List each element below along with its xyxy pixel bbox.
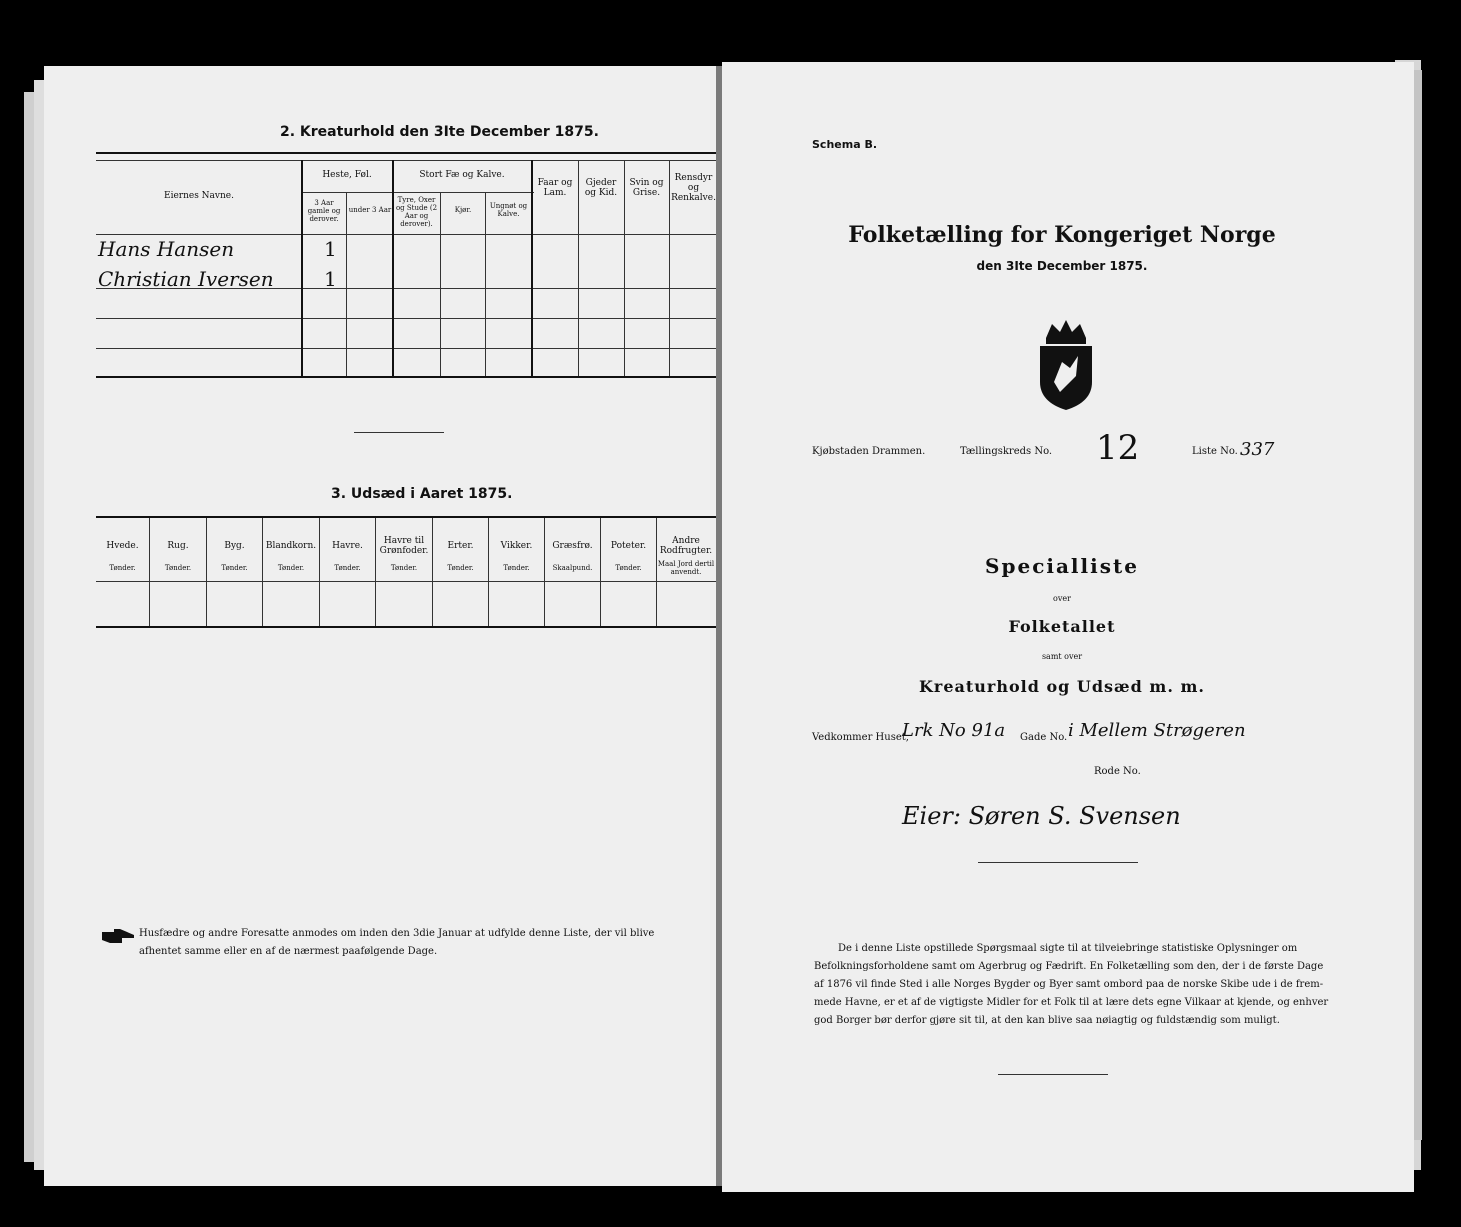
stortfae-sub1: Tyre, Oxer og Stude (2 Aar og derover). <box>395 196 438 228</box>
divider <box>354 432 444 433</box>
faar-header: Faar og Lam. <box>537 178 573 198</box>
stortfae-header: Stort Fæ og Kalve. <box>419 170 505 180</box>
divider <box>978 862 1138 863</box>
divider <box>998 1074 1108 1075</box>
samt-over-text: samt over <box>1041 652 1083 661</box>
folketallet-heading: Folketallet <box>1008 617 1116 636</box>
col-erter: Erter. <box>447 541 474 551</box>
taellingskreds-label: Tællingskreds No. <box>960 446 1053 457</box>
col-graesfro-unit: Skaalpund. <box>552 564 593 572</box>
gade-label: Gade No. <box>1020 732 1068 743</box>
footnote-line2: afhentet samme eller en af de nærmest paafølgende Dage. <box>139 946 438 957</box>
liste-value: 337 <box>1240 439 1275 460</box>
section3-title: 3. Udsæd i Aaret 1875. <box>331 486 513 502</box>
page-title: Folketælling for Kongeriget Norge <box>848 222 1276 248</box>
explanatory-paragraph <box>814 940 1374 1030</box>
owner-name-1: Hans Hansen <box>98 237 235 261</box>
pointing-hand-icon <box>100 926 136 946</box>
col-havre-unit: Tønder. <box>334 564 361 572</box>
col-byg-unit: Tønder. <box>221 564 248 572</box>
rensdyr-header: Rensdyr og Renkalve. <box>671 173 716 203</box>
col-byg: Byg. <box>224 541 245 551</box>
heste-count-2: 1 <box>324 267 337 291</box>
coat-of-arms-icon <box>1032 312 1100 412</box>
paragraph-line: Befolkningsforholdene samt om Agerbrug og Fædrift. En Folketælling som den, der i de første Dage <box>814 961 1324 972</box>
rode-label: Rode No. <box>1094 766 1141 777</box>
schema-label: Schema B. <box>812 138 878 151</box>
col-erter-unit: Tønder. <box>447 564 474 572</box>
paragraph-line: af 1876 vil finde Sted i alle Norges Bygder og Byer samt ombord paa de norske Skibe ude i de frem- <box>814 979 1324 990</box>
col-blandkorn: Blandkorn. <box>265 541 317 551</box>
kjobstaden-label: Kjøbstaden Drammen. <box>812 446 926 457</box>
heste-sub1: 3 Aar gamle og derover. <box>307 199 341 223</box>
col-rug: Rug. <box>167 541 189 551</box>
kreaturhold-heading: Kreaturhold og Udsæd m. m. <box>919 677 1205 696</box>
col-andre-rodfrugter-unit: Maal Jord dertil anvendt. <box>657 560 715 576</box>
col-poteter: Poteter. <box>610 541 647 551</box>
left-page <box>44 66 718 1186</box>
owner-header: Eiernes Navne. <box>164 191 234 201</box>
col-vikker-unit: Tønder. <box>503 564 530 572</box>
gjeder-header: Gjeder og Kid. <box>584 178 618 198</box>
section2-title: 2. Kreaturhold den 3Ite December 1875. <box>280 124 599 140</box>
census-date: den 3Ite December 1875. <box>976 259 1148 273</box>
col-graesfro: Græsfrø. <box>552 541 593 551</box>
col-andre-rodfrugter: Andre Rodfrugter. <box>659 536 713 556</box>
specialliste-heading: Specialliste <box>985 554 1139 578</box>
vedkommer-value: Lrk No 91a <box>902 720 1006 741</box>
owner-name-2: Christian Iversen <box>98 267 274 291</box>
paragraph-line: mede Havne, er et af de vigtigste Midler for et Folk til at lære dets egne Vilkaar at kjende, og enhver <box>814 997 1329 1008</box>
col-hvede: Hvede. <box>106 541 139 551</box>
col-rug-unit: Tønder. <box>164 564 192 572</box>
col-havre-gronfoder: Havre til Grønfoder. <box>379 536 429 556</box>
col-havre-gronfoder-unit: Tønder. <box>390 564 418 572</box>
heste-count-1: 1 <box>324 237 337 261</box>
stortfae-sub3: Ungnøt og Kalve. <box>489 202 528 218</box>
paragraph-line: god Borger bør derfor gjøre sit til, at den kan blive saa nøiagtig og fuldstændig som muligt. <box>814 1015 1280 1026</box>
stortfae-sub2: Kjør. <box>454 206 472 214</box>
right-page <box>722 62 1414 1192</box>
svin-header: Svin og Grise. <box>629 178 664 198</box>
col-vikker: Vikker. <box>500 541 533 551</box>
heste-sub2: under 3 Aar <box>348 206 392 214</box>
col-poteter-unit: Tønder. <box>615 564 642 572</box>
eier-value: Eier: Søren S. Svensen <box>902 802 1181 830</box>
col-havre: Havre. <box>332 541 363 551</box>
over-text: over <box>1053 594 1071 603</box>
paragraph-line: De i denne Liste opstillede Spørgsmaal sigte til at tilveiebringe statistiske Oplysninger om <box>838 943 1298 954</box>
vedkommer-label: Vedkommer Huset, <box>812 732 909 743</box>
col-blandkorn-unit: Tønder. <box>277 564 305 572</box>
taellingskreds-value: 12 <box>1096 428 1140 468</box>
col-hvede-unit: Tønder. <box>109 564 136 572</box>
gade-value: i Mellem Strøgeren <box>1068 720 1246 741</box>
footnote-line1: Husfædre og andre Foresatte anmodes om inden den 3die Januar at udfylde denne Liste, der vil blive <box>139 928 655 939</box>
heste-header: Heste, Føl. <box>322 170 372 180</box>
liste-label: Liste No. <box>1192 446 1238 457</box>
